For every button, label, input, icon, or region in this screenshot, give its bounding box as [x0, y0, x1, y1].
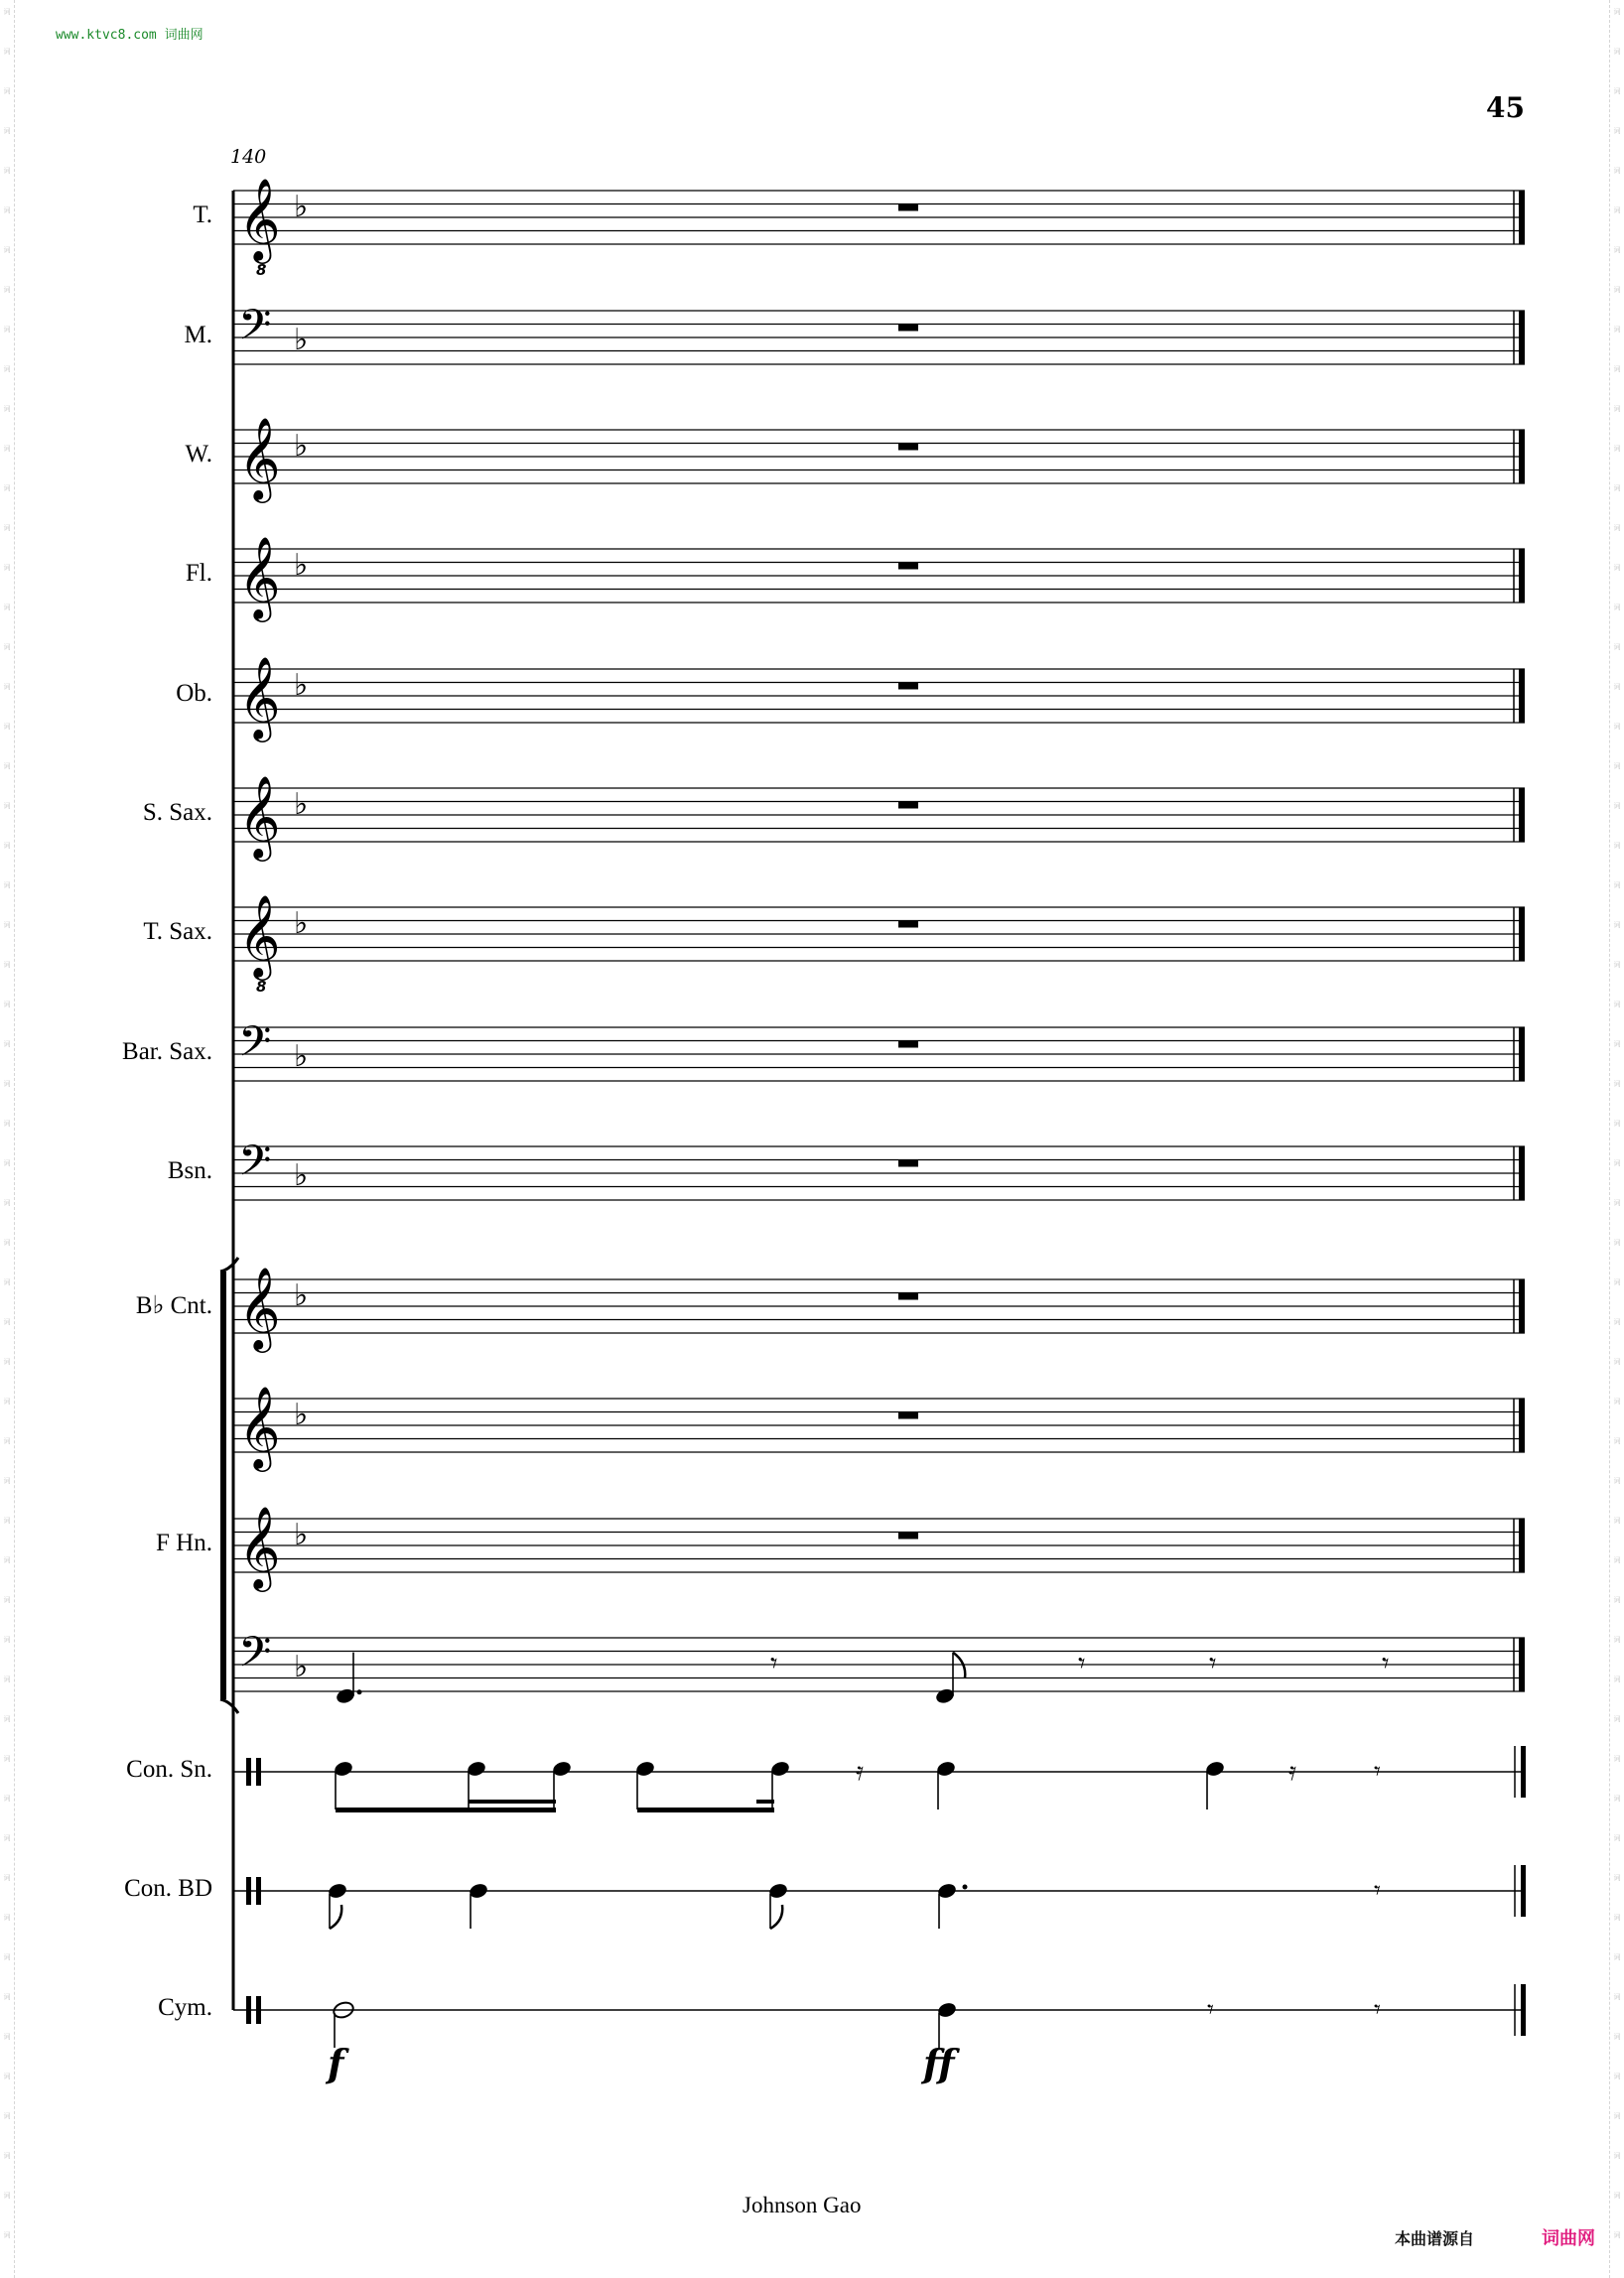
watermark-glyph: 词: [1613, 2112, 1621, 2120]
watermark-glyph: 词: [3, 1675, 11, 1683]
watermark-glyph: 词: [3, 365, 11, 373]
part-name: B♭ Cnt.: [135, 1292, 212, 1319]
watermark-glyph: 词: [3, 1001, 11, 1008]
watermark-glyph: 词: [1613, 1239, 1621, 1247]
watermark-glyph: 词: [3, 1556, 11, 1564]
watermark-glyph: 词: [3, 405, 11, 413]
watermark-glyph: 词: [1613, 1437, 1621, 1445]
watermark-glyph: 词: [3, 1755, 11, 1763]
dynamic-marking: ff: [923, 2041, 955, 2085]
treble-clef-icon: 𝄞: [238, 1505, 281, 1588]
part-name: T.: [193, 201, 212, 228]
key-signature-flat: ♭: [294, 429, 309, 464]
part-name: Bsn.: [167, 1157, 212, 1184]
watermark-glyph: 词: [3, 1596, 11, 1604]
watermark-glyph: 词: [1613, 802, 1621, 810]
whole-rest: [898, 921, 918, 928]
key-signature-flat: ♭: [294, 548, 309, 583]
watermark-glyph: 词: [1613, 365, 1621, 373]
watermark-glyph: 词: [1613, 8, 1621, 16]
staff-7: [233, 907, 1525, 961]
watermark-glyph: 词: [3, 1993, 11, 2001]
watermark-glyph: 词: [1613, 484, 1621, 492]
final-barline: [1519, 1146, 1525, 1200]
beam: [637, 1808, 774, 1812]
treble-clef-icon: 𝄞: [238, 535, 281, 618]
staff-6: [233, 788, 1525, 842]
watermark-glyph: 词: [3, 1874, 11, 1882]
watermark-glyph: 词: [3, 167, 11, 175]
note-flag: [770, 1905, 782, 1929]
brand-logo[interactable]: 词曲网: [1542, 2228, 1595, 2249]
watermark-glyph: 词: [1613, 1358, 1621, 1366]
watermark-glyph: 词: [3, 2112, 11, 2120]
watermark-glyph: 词: [1613, 1795, 1621, 1803]
watermark-glyph: 词: [1613, 326, 1621, 334]
watermark-glyph: 词: [1613, 206, 1621, 214]
part-name: F Hn.: [156, 1530, 212, 1556]
watermark-glyph: 词: [1613, 445, 1621, 453]
staff-5: [233, 669, 1525, 723]
watermark-glyph: 词: [3, 1278, 11, 1286]
watermark-glyph: 词: [1613, 1120, 1621, 1128]
watermark-glyph: 词: [1613, 2231, 1621, 2239]
part-name: Cym.: [158, 1994, 212, 2021]
bass-clef-icon: 𝄢: [238, 1628, 272, 1687]
key-signature-flat: ♭: [294, 668, 309, 703]
bass-clef-icon: 𝄢: [238, 301, 272, 360]
watermark-glyph: 词: [3, 603, 11, 611]
watermark-glyph: 词: [3, 1040, 11, 1048]
part-name: Fl.: [185, 560, 212, 587]
watermark-glyph: 词: [1613, 1953, 1621, 1961]
watermark-glyph: 词: [1613, 1080, 1621, 1088]
eighth-rest: 𝄾: [1382, 1647, 1390, 1679]
dynamic-marking: f: [328, 2041, 344, 2085]
watermark-glyph: 词: [1613, 961, 1621, 969]
watermark-glyph: 词: [1613, 1556, 1621, 1564]
watermark-glyph: 词: [1613, 842, 1621, 850]
part-name: M.: [184, 322, 212, 348]
key-signature-flat: ♭: [294, 190, 309, 224]
key-signature-flat: ♭: [294, 1650, 309, 1684]
whole-rest: [898, 444, 918, 451]
final-barline: [1519, 907, 1525, 961]
beam: [469, 1800, 556, 1804]
whole-rest: [898, 802, 918, 809]
staff-9: [233, 1146, 1525, 1200]
treble-clef-icon: 𝄞: [238, 893, 281, 977]
bracket-hook-top: [220, 1258, 238, 1272]
treble-clef-icon: 𝄞: [238, 774, 281, 858]
watermark-glyph: 词: [3, 2152, 11, 2160]
watermark-glyph: 词: [1613, 1517, 1621, 1525]
percussion-clef: [246, 1996, 251, 2024]
final-barline: [1521, 1746, 1526, 1798]
watermark-glyph: 词: [3, 921, 11, 929]
watermark-glyph: 词: [1613, 2192, 1621, 2200]
sixteenth-rest: 𝄿: [1288, 1757, 1296, 1787]
part-name: T. Sax.: [143, 918, 212, 945]
watermark-glyph: 词: [1613, 1715, 1621, 1723]
key-signature-flat: ♭: [294, 1398, 309, 1432]
watermark-glyph: 词: [1613, 48, 1621, 56]
watermark-glyph: 词: [3, 1398, 11, 1406]
watermark-glyph: 词: [1613, 1834, 1621, 1842]
watermark-glyph: 词: [3, 881, 11, 889]
treble-clef-icon: 𝄞: [238, 1385, 281, 1468]
beam: [336, 1808, 556, 1812]
percussion-clef: [256, 1758, 261, 1786]
staff-1: [233, 191, 1525, 244]
percussion-clef: [256, 1996, 261, 2024]
staff-11: [233, 1399, 1525, 1452]
watermark-glyph: 词: [3, 1159, 11, 1167]
key-signature-flat: ♭: [294, 323, 309, 357]
final-barline: [1519, 1279, 1525, 1333]
watermark-glyph: 词: [1613, 405, 1621, 413]
watermark-glyph: 词: [3, 1080, 11, 1088]
watermark-glyph: 词: [1613, 1001, 1621, 1008]
watermark-glyph: 词: [1613, 246, 1621, 254]
watermark-glyph: 词: [1613, 1278, 1621, 1286]
watermark-glyph: 词: [3, 802, 11, 810]
octave-mark: 8: [256, 978, 267, 996]
watermark-glyph: 词: [1613, 1159, 1621, 1167]
eighth-rest: 𝄾: [1209, 1647, 1217, 1679]
final-barline: [1521, 1984, 1526, 2036]
watermark-glyph: 词: [3, 762, 11, 770]
staff-16: [233, 1984, 1526, 2036]
sixteenth-rest: 𝄿: [856, 1757, 864, 1787]
whole-rest: [898, 1533, 918, 1540]
tempo-mark: 140: [230, 146, 267, 168]
watermark-glyph: 词: [3, 524, 11, 532]
part-name: Bar. Sax.: [122, 1038, 212, 1065]
octave-mark: 8: [256, 261, 267, 279]
final-barline: [1519, 430, 1525, 483]
watermark-glyph: 词: [3, 445, 11, 453]
eighth-rest: 𝄾: [1374, 1876, 1381, 1906]
staff-3: [233, 430, 1525, 483]
part-name: S. Sax.: [142, 799, 212, 826]
final-barline: [1519, 311, 1525, 364]
watermark-glyph: 词: [1613, 921, 1621, 929]
key-signature-flat: ♭: [294, 1039, 309, 1074]
watermark-glyph: 词: [1613, 881, 1621, 889]
key-signature-flat: ♭: [294, 1158, 309, 1193]
percussion-clef: [246, 1877, 251, 1905]
watermark-glyph: 词: [3, 2033, 11, 2041]
watermark-glyph: 词: [3, 643, 11, 651]
watermark-glyph: 词: [3, 484, 11, 492]
composer-credit: Johnson Gao: [743, 2193, 862, 2217]
watermark-glyph: 词: [3, 1795, 11, 1803]
watermark-glyph: 词: [1613, 1874, 1621, 1882]
watermark-glyph: 词: [3, 1120, 11, 1128]
watermark-glyph: 词: [3, 127, 11, 135]
watermark-glyph: 词: [1613, 1398, 1621, 1406]
watermark-glyph: 词: [3, 286, 11, 294]
staff-12: [233, 1519, 1525, 1572]
whole-rest: [898, 1160, 918, 1167]
staff-13: [233, 1638, 1525, 1691]
watermark-glyph: 词: [3, 326, 11, 334]
whole-rest: [898, 563, 918, 570]
watermark-glyph: 词: [3, 87, 11, 95]
watermark-glyph: 词: [3, 1437, 11, 1445]
beam: [756, 1800, 774, 1804]
final-barline: [1519, 1519, 1525, 1572]
watermark-glyph: 词: [1613, 286, 1621, 294]
watermark-glyph: 词: [3, 564, 11, 572]
watermark-glyph: 词: [3, 1239, 11, 1247]
final-barline: [1519, 1638, 1525, 1691]
watermark-glyph: 词: [3, 1834, 11, 1842]
final-barline: [1521, 1865, 1526, 1917]
percussion-clef: [256, 1877, 261, 1905]
bracket-hook-bottom: [220, 1699, 238, 1713]
final-barline: [1519, 191, 1525, 244]
eighth-rest: 𝄾: [770, 1647, 778, 1679]
group-bracket: [220, 1272, 226, 1699]
watermark-glyph: 词: [1613, 1596, 1621, 1604]
watermark-glyph: 词: [3, 1358, 11, 1366]
site-link[interactable]: www.ktvc8.com 词曲网: [56, 28, 203, 43]
watermark-glyph: 词: [1613, 2152, 1621, 2160]
watermark-glyph: 词: [1613, 762, 1621, 770]
watermark-glyph: 词: [3, 1715, 11, 1723]
watermark-glyph: 词: [1613, 127, 1621, 135]
watermark-glyph: 词: [1613, 564, 1621, 572]
watermark-glyph: 词: [1613, 2073, 1621, 2080]
watermark-glyph: 词: [3, 2073, 11, 2080]
treble-clef-icon: 𝄞: [238, 655, 281, 738]
key-signature-flat: ♭: [294, 1518, 309, 1552]
watermark-glyph: 词: [3, 2192, 11, 2200]
whole-rest: [898, 1412, 918, 1419]
bass-clef-icon: 𝄢: [238, 1137, 272, 1196]
part-name: Con. BD: [124, 1875, 212, 1902]
watermark-glyph: 词: [1613, 1040, 1621, 1048]
staff-8: [233, 1027, 1525, 1081]
watermark-glyph: 词: [3, 2231, 11, 2239]
part-name: Con. Sn.: [126, 1756, 212, 1783]
watermark-glyph: 词: [3, 842, 11, 850]
watermark-glyph: 词: [3, 1517, 11, 1525]
watermark-glyph: 词: [1613, 2033, 1621, 2041]
watermark-glyph: 词: [1613, 723, 1621, 731]
page-number: 45: [1486, 91, 1525, 124]
watermark-glyph: 词: [1613, 643, 1621, 651]
watermark-glyph: 词: [1613, 524, 1621, 532]
final-barline: [1519, 549, 1525, 603]
watermark-glyph: 词: [3, 683, 11, 691]
augmentation-dot: [357, 1689, 362, 1694]
eighth-rest: 𝄾: [1078, 1647, 1086, 1679]
staff-10: [233, 1279, 1525, 1333]
watermark-glyph: 词: [1613, 1914, 1621, 1922]
staff-14: [233, 1746, 1526, 1798]
watermark-glyph: 词: [3, 1199, 11, 1207]
key-signature-flat: ♭: [294, 1278, 309, 1313]
watermark-glyph: 词: [1613, 1199, 1621, 1207]
watermark-glyph: 词: [3, 961, 11, 969]
final-barline: [1519, 1027, 1525, 1081]
whole-rest: [898, 325, 918, 332]
final-barline: [1519, 1399, 1525, 1452]
staff-4: [233, 549, 1525, 603]
staff-15: [233, 1865, 1526, 1917]
key-signature-flat: ♭: [294, 906, 309, 941]
watermark-glyph: 词: [3, 723, 11, 731]
whole-rest: [898, 1293, 918, 1300]
part-name: Ob.: [176, 680, 212, 707]
eighth-rest: 𝄾: [1374, 1995, 1381, 2025]
watermark-glyph: 词: [3, 206, 11, 214]
source-note: 本曲谱源自: [1395, 2229, 1475, 2248]
watermark-glyph: 词: [3, 1914, 11, 1922]
whole-rest: [898, 1041, 918, 1048]
watermark-glyph: 词: [1613, 1477, 1621, 1485]
note-flag: [330, 1905, 341, 1929]
key-signature-flat: ♭: [294, 787, 309, 822]
watermark-glyph: 词: [3, 1636, 11, 1644]
watermark-glyph: 词: [1613, 603, 1621, 611]
eighth-rest: 𝄾: [1207, 1995, 1214, 2025]
watermark-glyph: 词: [1613, 1675, 1621, 1683]
percussion-clef: [246, 1758, 251, 1786]
watermark-glyph: 词: [1613, 1636, 1621, 1644]
treble-clef-icon: 𝄞: [238, 177, 281, 260]
treble-clef-icon: 𝄞: [238, 1266, 281, 1349]
watermark-glyph: 词: [1613, 87, 1621, 95]
watermark-glyph: 词: [1613, 167, 1621, 175]
watermark-glyph: 词: [3, 246, 11, 254]
watermark-glyph: 词: [3, 1953, 11, 1961]
bass-clef-icon: 𝄢: [238, 1017, 272, 1077]
watermark-glyph: 词: [1613, 1993, 1621, 2001]
final-barline: [1519, 669, 1525, 723]
watermark-glyph: 词: [1613, 1318, 1621, 1326]
watermark-glyph: 词: [3, 1477, 11, 1485]
augmentation-dot: [963, 1885, 968, 1890]
watermark-glyph: 词: [1613, 1755, 1621, 1763]
staff-2: [233, 311, 1525, 364]
part-name: W.: [185, 441, 212, 468]
eighth-rest: 𝄾: [1374, 1757, 1381, 1787]
watermark-glyph: 词: [3, 1318, 11, 1326]
treble-clef-icon: 𝄞: [238, 416, 281, 499]
watermark-glyph: 词: [3, 48, 11, 56]
watermark-glyph: 词: [1613, 683, 1621, 691]
final-barline: [1519, 788, 1525, 842]
whole-rest: [898, 683, 918, 690]
watermark-glyph: 词: [3, 8, 11, 16]
whole-rest: [898, 204, 918, 211]
note-flag: [953, 1653, 965, 1678]
